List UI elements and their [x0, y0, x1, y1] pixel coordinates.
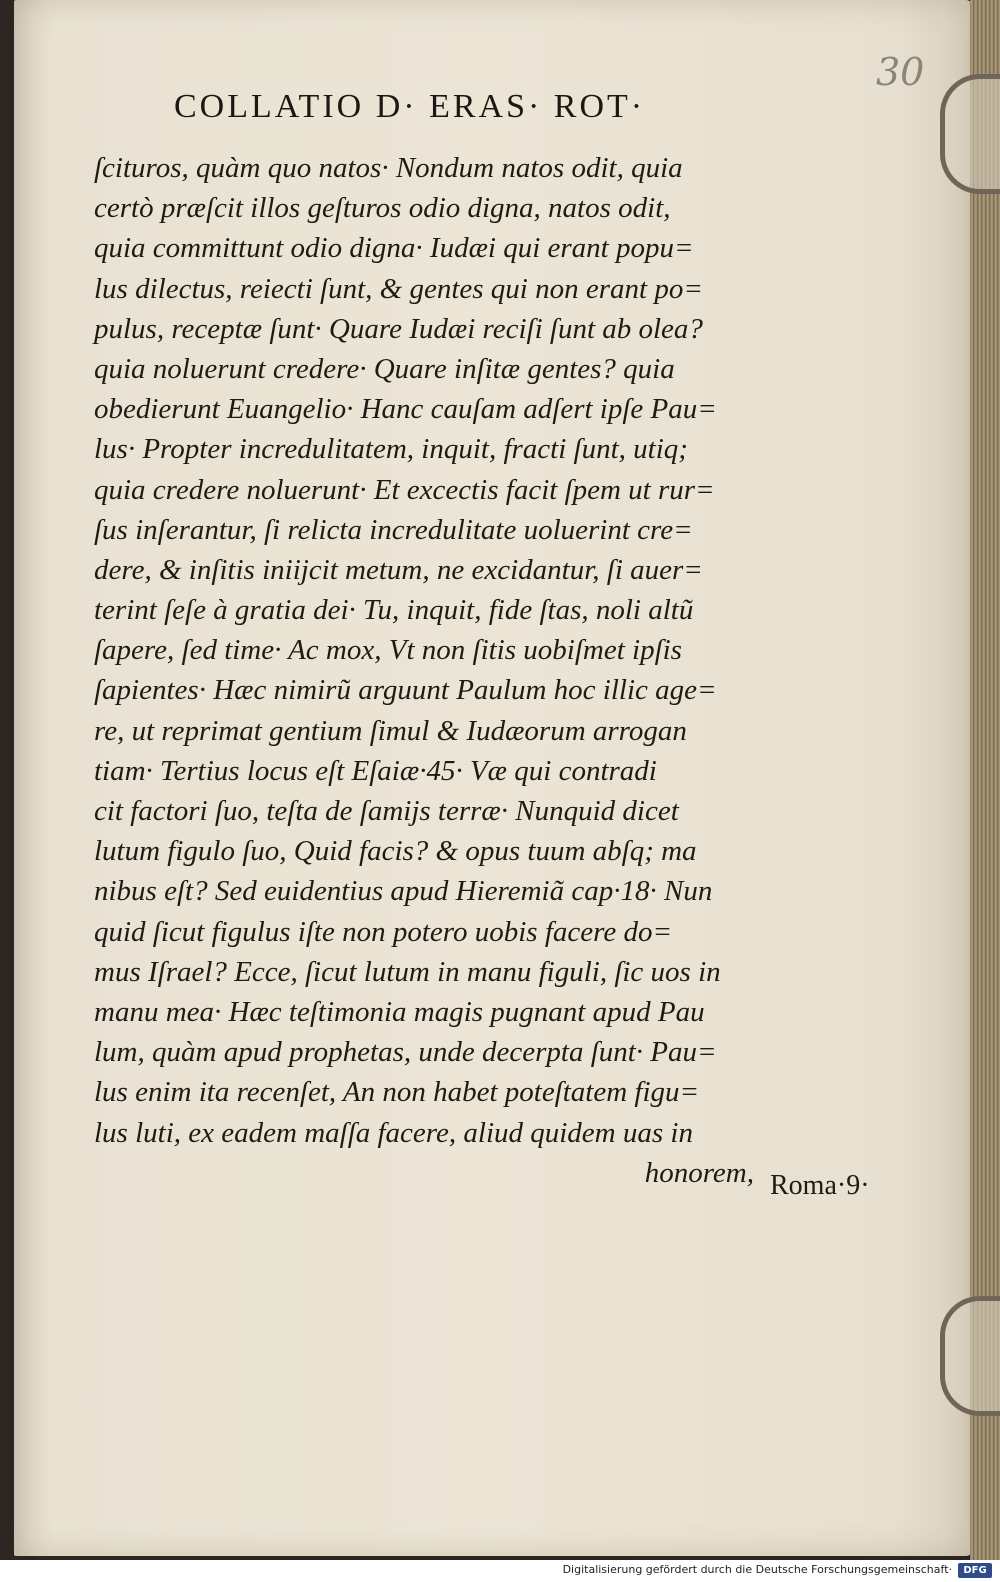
- text-line: lus enim ita recenſet, An non habet poteſtatem figu=: [94, 1076, 700, 1109]
- text-line: quia credere noluerunt· Et excectis facit ſpem ut rur=: [94, 473, 715, 506]
- text-line: ſus inſerantur, ſi relicta incredulitate uoluerint cre=: [94, 513, 693, 546]
- text-line: lutum figulo ſuo, Quid facis? & opus tuum abſq; ma: [94, 835, 697, 868]
- catchword: honorem,: [644, 1156, 754, 1189]
- text-line: nibus eſt? Sed euidentius apud Hieremiã cap·18· Nun: [94, 875, 713, 908]
- text-line: certò præſcit illos geſturos odio digna, natos odit,: [94, 192, 671, 225]
- running-head: COLLATIO D· ERAS· ROT·: [174, 88, 646, 125]
- clasp-bottom: [940, 1296, 1000, 1416]
- text-line: quid ſicut figulus iſte non potero uobis facere do=: [94, 915, 673, 948]
- text-line: ſcituros, quàm quo natos· Nondum natos odit, quia: [94, 152, 683, 184]
- book-page: [14, 0, 972, 1556]
- text-line: terint ſeſe à gratia dei· Tu, inquit, fide ſtas, noli altũ: [94, 594, 694, 627]
- text-line: cit factori ſuo, teſta de ſamijs terræ· Nunquid dicet: [94, 795, 679, 827]
- text-line: lum, quàm apud prophetas, unde decerpta ſunt· Pau=: [94, 1036, 717, 1069]
- clasp-top: [940, 74, 1000, 194]
- folio-number: 30: [876, 50, 925, 94]
- text-line: quia committunt odio digna· Iudæi qui erant popu=: [94, 232, 694, 265]
- text-line: dere, & inſitis iniijcit metum, ne excidantur, ſi auer=: [94, 553, 703, 586]
- text-line: re, ut reprimat gentium ſimul & Iudæorum arrogan: [94, 714, 687, 747]
- text-line: quia noluerunt credere· Quare inſitæ gentes? quia: [94, 352, 675, 385]
- text-line: lus luti, ex eadem maſſa facere, aliud quidem uas in: [94, 1116, 693, 1149]
- footer-bar: [0, 1560, 1000, 1582]
- footer-credit: Digitalisierung gefördert durch die Deutsche Forschungsgemeinschaft·: [562, 1563, 952, 1576]
- text-line: obedierunt Euangelio· Hanc cauſam adſert ipſe Pau=: [94, 393, 717, 426]
- text-line: pulus, receptæ ſunt· Quare Iudæi reciſi ſunt ab olea?: [94, 312, 703, 345]
- text-line: mus Iſrael? Ecce, ſicut lutum in manu figuli, ſic uos in: [94, 955, 721, 988]
- text-line: tiam· Tertius locus eſt Eſaiæ·45· Væ qui contradi: [94, 754, 657, 787]
- marginal-note: Roma·9·: [770, 1170, 870, 1201]
- text-line: lus dilectus, reiecti ſunt, & gentes qui non erant po=: [94, 272, 703, 305]
- text-line: lus· Propter incredulitatem, inquit, fracti ſunt, utiq;: [94, 433, 688, 466]
- text-line: ſapere, ſed time· Ac mox, Vt non ſitis uobiſmet ipſis: [94, 634, 682, 667]
- text-line: ſapientes· Hæc nimirũ arguunt Paulum hoc illic age=: [94, 674, 717, 707]
- text-line: manu mea· Hæc teſtimonia magis pugnant apud Pau: [94, 995, 705, 1028]
- body-text: [94, 148, 754, 1193]
- dfg-logo: DFG: [958, 1563, 992, 1578]
